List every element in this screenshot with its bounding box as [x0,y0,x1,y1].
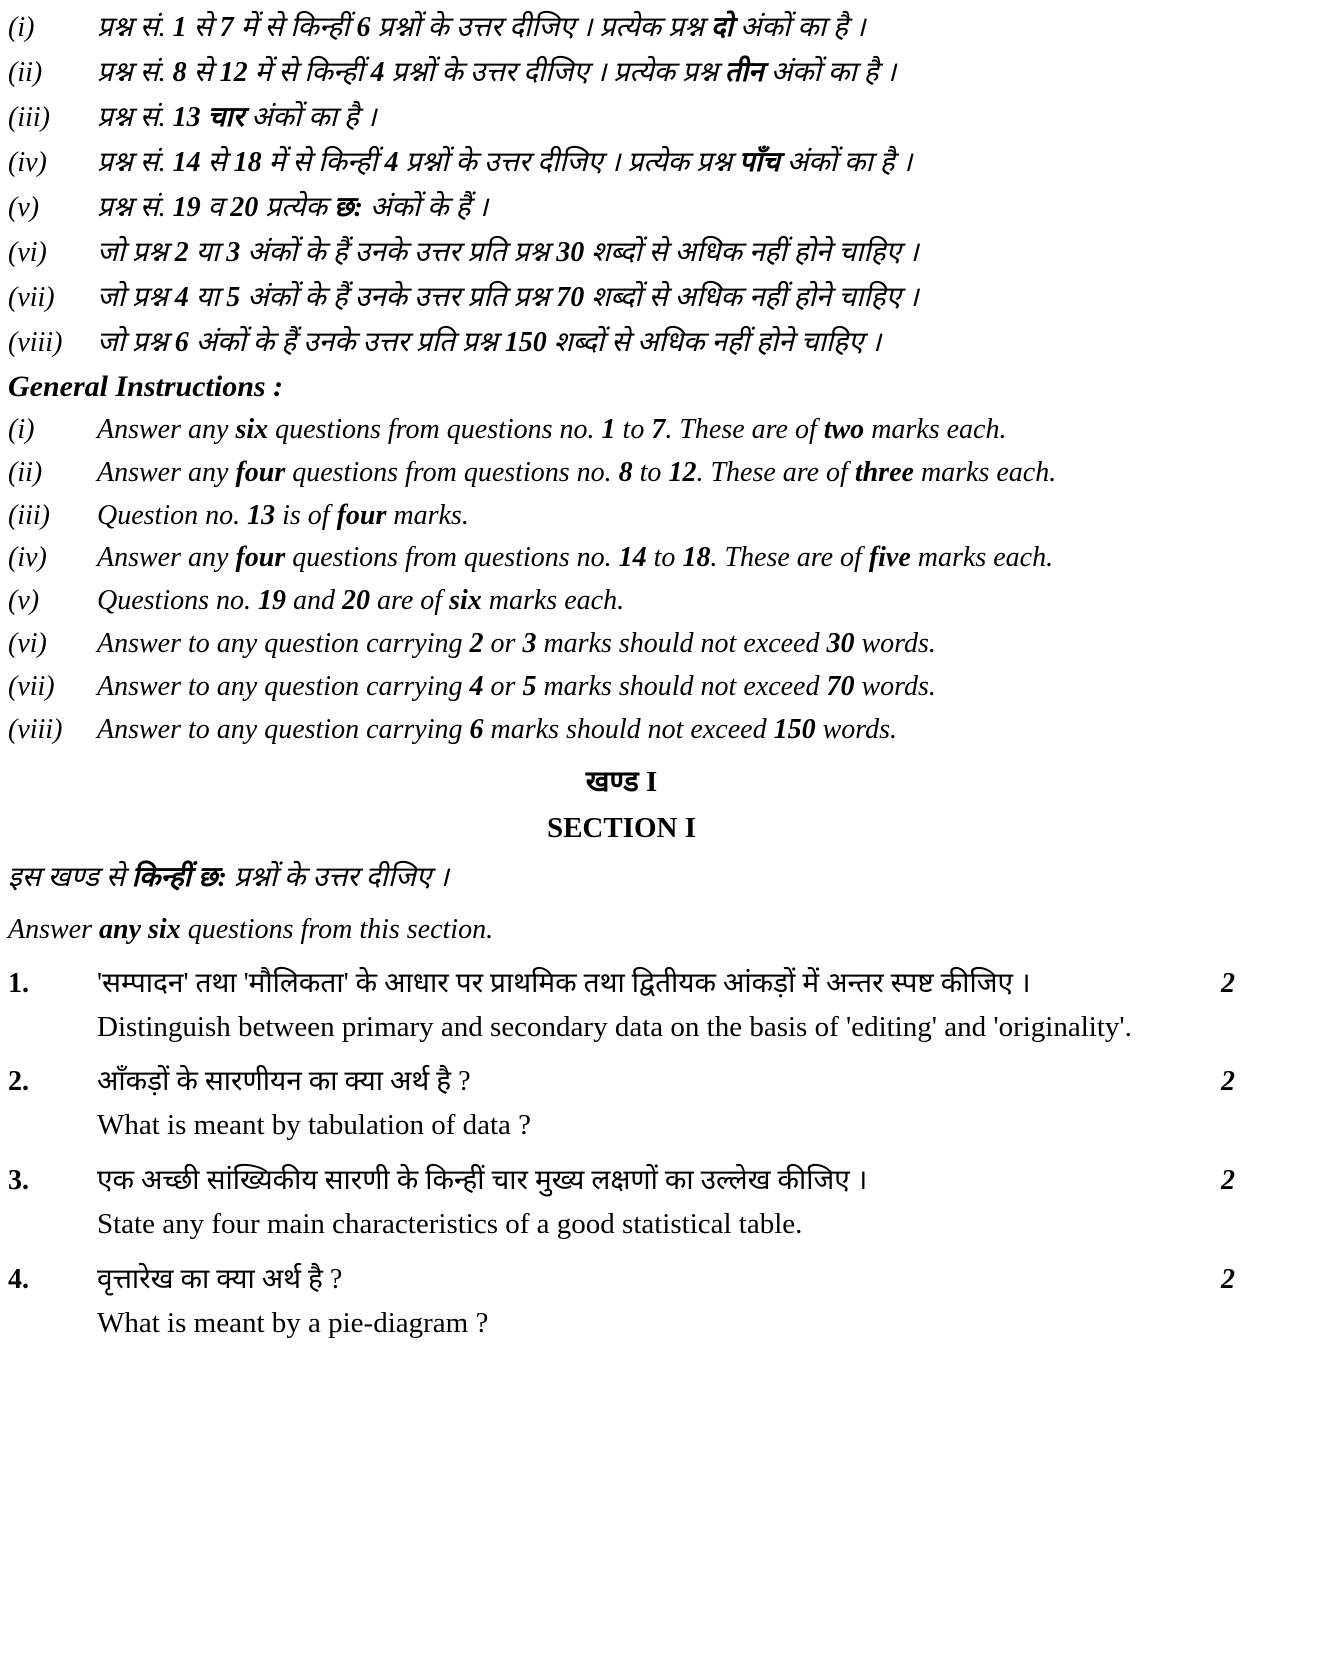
english-instruction-numeral: (v) [8,585,40,617]
question-english-row [8,1202,1235,1245]
text-segment: five [868,542,911,574]
question-marks: 2 [1221,1066,1235,1098]
text-segment: or [483,628,523,660]
text-segment: 150 [773,714,816,746]
text-segment: and [286,585,342,617]
text-segment: words. [854,671,936,703]
hindi-instruction-numeral: (iv) [8,146,47,178]
text-segment: 3 [226,236,241,268]
text-segment: marks should not exceed [536,628,827,660]
text-segment: Answer any [97,413,236,445]
text-segment: Answer any [97,456,236,488]
text-segment: चार [207,101,245,133]
text-segment: questions from questions no. [285,456,619,488]
text-segment: 7 [219,12,234,43]
question [8,1061,1235,1146]
english-instruction-item [8,540,1235,577]
english-instruction-numeral: (i) [8,413,35,445]
text-segment: four [235,542,286,574]
text-segment: marks each. [864,413,1007,445]
text-segment: से [200,146,234,178]
hindi-instruction-numeral: (vii) [8,281,55,313]
text-segment: शब्दों से अधिक नहीं होने चाहिए । [546,326,882,358]
text-segment: किन्हीं छ: [131,862,227,894]
text-segment: दो [710,12,734,43]
text-segment: words. [854,628,936,660]
hindi-instruction-numeral: (ii) [8,56,43,88]
text-segment: is of [275,499,337,531]
text-segment: three [854,456,914,488]
text-segment: questions from questions no. [285,542,619,574]
hindi-instructions-list [8,10,1235,362]
text-segment: are of [370,585,450,617]
text-segment: to [646,542,683,574]
text-segment: 12 [219,56,248,88]
question-text-hindi: एक अच्छी सांख्यिकीय सारणी के किन्हीं चार मुख्य लक्षणों का उल्लेख कीजिए । [97,1165,868,1197]
hindi-instruction-item [8,235,1235,272]
english-instruction-item [8,412,1235,449]
hindi-instruction-item [8,55,1235,92]
text-segment: 20 [230,191,259,223]
question-text-hindi: आँकड़ों के सारणीयन का क्या अर्थ है ? [97,1066,471,1098]
text-segment: अंकों के हैं उनके उत्तर प्रति प्रश्न [188,326,505,358]
question-marks: 2 [1221,1165,1235,1197]
text-segment: 30 [556,236,585,268]
text-segment: 5 [226,281,241,313]
text-segment: Questions no. [97,585,258,617]
english-instruction-item [8,669,1235,706]
text-segment: जो प्रश्न [97,281,175,313]
text-segment: 12 [668,456,697,488]
text-segment: जो प्रश्न [97,326,175,358]
text-segment: अंकों का है । [733,12,866,43]
question-english-row [8,1103,1235,1146]
hindi-instruction-item [8,145,1235,182]
english-instruction-numeral: (iv) [8,542,47,574]
english-instruction-item [8,583,1235,620]
text-segment: six [449,585,482,617]
text-segment: प्रश्न सं. [97,56,173,88]
english-instruction-text [97,712,1167,749]
question-marks: 2 [1221,1263,1235,1295]
text-segment: 1 [601,413,616,445]
english-instruction-text [97,540,1167,577]
text-segment: 70 [556,281,585,313]
english-instructions-list [8,412,1235,750]
text-segment: अंकों के हैं उनके उत्तर प्रति प्रश्न [240,281,557,313]
text-segment [201,102,208,133]
text-segment: 8 [172,56,187,88]
text-segment: पाँच [738,146,780,178]
text-segment: 4 [174,281,189,313]
text-segment: 6 [356,12,371,43]
text-segment: marks should not exceed [536,671,827,703]
text-segment: 3 [522,628,537,660]
english-instruction-numeral: (viii) [8,714,63,746]
text-segment: जो प्रश्न [97,236,175,268]
text-segment: 4 [370,56,385,88]
question-text-hindi: वृत्तारेख का क्या अर्थ है ? [97,1263,343,1295]
text-segment: में से किन्हीं [247,56,371,88]
question-number: 3. [8,1165,29,1197]
hindi-instruction-item [8,325,1235,362]
text-segment: Answer to any question carrying [97,628,470,660]
text-segment: 8 [618,456,633,488]
english-instruction-text [97,412,1167,449]
text-segment: 7 [651,413,666,445]
text-segment: 20 [342,585,370,617]
text-segment: words. [815,714,898,746]
question-text-hindi: 'सम्पादन' तथा 'मौलिकता' के आधार पर प्राथमिक तथा द्वितीयक आंकड़ों में अन्तर स्पष्ट कीजिए । [97,967,1031,999]
question-hindi-row [8,1259,1235,1301]
text-segment: 70 [826,671,855,703]
text-segment: any six [99,914,181,946]
question [8,1259,1235,1344]
question-text-english: State any four main characteristics of a good statistical table. [97,1208,803,1241]
question-hindi-row [8,963,1235,1005]
text-segment: 14 [172,146,201,178]
hindi-instruction-text [97,100,1167,137]
text-segment: Answer [8,914,99,946]
section-note-hindi [8,859,1235,897]
english-instruction-numeral: (iii) [8,499,50,531]
hindi-instruction-numeral: (i) [8,12,35,43]
text-segment: 2 [174,236,189,268]
text-segment: 14 [618,542,647,574]
hindi-instruction-numeral: (vi) [8,236,47,268]
text-segment: 6 [174,326,189,358]
text-segment: शब्दों से अधिक नहीं होने चाहिए । [584,236,919,268]
text-segment: 6 [469,714,484,746]
hindi-instruction-text [97,280,1167,317]
text-segment: Answer to any question carrying [97,671,470,703]
text-segment: प्रश्नों के उत्तर दीजिए । [227,862,449,894]
text-segment: प्रश्नों के उत्तर दीजिए । प्रत्येक प्रश्न [384,56,725,88]
text-segment: questions from questions no. [268,413,602,445]
text-segment: व [200,191,231,223]
text-segment: 19 [172,191,201,223]
english-instruction-item [8,498,1235,535]
text-segment: 30 [826,628,855,660]
text-segment: to [615,413,652,445]
english-instruction-text [97,669,1167,706]
text-segment: 150 [504,326,547,358]
text-segment: छ: [334,191,363,223]
question-text-english: What is meant by tabulation of data ? [97,1109,532,1142]
question-number: 4. [8,1263,29,1295]
hindi-instruction-item [8,100,1235,137]
question-text-english: Distinguish between primary and secondary data on the basis of 'editing' and 'originality'. [97,1010,1132,1043]
question-number: 2. [8,1066,29,1098]
hindi-instruction-text [97,10,1167,47]
hindi-instruction-item [8,280,1235,317]
text-segment: 1 [172,12,187,43]
text-segment: इस खण्ड से [8,862,132,894]
question-text-english: What is meant by a pie-diagram ? [97,1306,489,1339]
text-segment: . These are of [710,542,869,574]
hindi-instruction-item [8,10,1235,47]
text-segment: . These are of [665,413,824,445]
text-segment: में से किन्हीं [233,12,357,43]
question [8,963,1235,1048]
text-segment: . These are of [696,456,855,488]
text-segment: marks each. [910,542,1054,574]
text-segment: अंकों का है । [763,56,897,88]
text-segment: 13 [172,101,201,133]
section-heading-hindi: खण्ड I [585,766,658,799]
english-instruction-text [97,583,1167,620]
text-segment: प्रश्न सं. [97,146,173,178]
question-hindi-row [8,1160,1235,1202]
text-segment: अंकों के हैं उनके उत्तर प्रति प्रश्न [240,236,557,268]
hindi-instruction-text [97,190,1167,227]
text-segment: या [188,281,227,313]
text-segment: प्रश्न सं. [97,12,173,43]
section-heading-english: SECTION I [546,812,697,845]
english-instruction-text [97,626,1167,663]
text-segment: questions from this section. [180,914,494,946]
text-segment: प्रश्न सं. [97,191,173,223]
question-marks: 2 [1221,967,1235,999]
text-segment: or [483,671,523,703]
hindi-instruction-text [97,235,1167,272]
text-segment: 4 [384,146,399,178]
text-segment: to [632,456,669,488]
hindi-instruction-item [8,190,1235,227]
text-segment: marks each. [913,456,1057,488]
text-segment: Question no. [97,499,248,531]
text-segment: प्रत्येक [258,191,335,223]
text-segment: से [186,56,220,88]
text-segment: प्रश्न सं. [97,101,173,133]
text-segment: 18 [233,146,262,178]
english-instruction-numeral: (vi) [8,628,47,660]
text-segment: Answer any [97,542,236,574]
text-segment: या [188,236,227,268]
english-instruction-text [97,455,1167,492]
question-number: 1. [8,967,29,999]
question-hindi-row [8,1061,1235,1103]
text-segment: तीन [724,56,764,88]
text-segment: marks each. [481,585,625,617]
text-segment: अंकों का है । [244,101,377,133]
text-segment: शब्दों से अधिक नहीं होने चाहिए । [584,281,919,313]
english-instruction-numeral: (ii) [8,456,43,488]
text-segment: six [235,413,269,445]
text-segment: 18 [682,542,711,574]
english-instruction-item [8,455,1235,492]
text-segment: 5 [522,671,537,703]
text-segment: 4 [469,671,484,703]
text-segment: प्रश्नों के उत्तर दीजिए । प्रत्येक प्रश्न [370,12,711,43]
text-segment: अंकों के हैं । [362,191,489,223]
text-segment: four [235,456,286,488]
section-note-english [8,911,1235,949]
english-instruction-item [8,626,1235,663]
hindi-instruction-numeral: (iii) [8,101,50,133]
text-segment: two [823,413,865,445]
hindi-instruction-text [97,145,1167,182]
text-segment: 13 [247,499,276,531]
hindi-instruction-numeral: (v) [8,191,40,223]
hindi-instruction-text [97,55,1167,92]
question-english-row [8,1301,1235,1344]
question-english-row [8,1005,1235,1048]
text-segment: अंकों का है । [779,146,913,178]
text-segment: प्रश्नों के उत्तर दीजिए । प्रत्येक प्रश्न [398,146,739,178]
question [8,1160,1235,1245]
text-segment: Answer to any question carrying [97,714,470,746]
english-instruction-text [97,498,1167,535]
text-segment: marks. [386,499,469,531]
text-segment: में से किन्हीं [261,146,385,178]
english-instruction-item [8,712,1235,749]
text-segment: से [186,12,220,43]
text-segment: 2 [469,628,484,660]
english-instruction-numeral: (vii) [8,671,55,703]
general-instructions-heading: General Instructions : [8,369,284,403]
text-segment: 19 [258,585,286,617]
hindi-instruction-numeral: (viii) [8,326,63,358]
questions-list [8,963,1235,1343]
hindi-instruction-text [97,325,1167,362]
text-segment: four [336,499,387,531]
text-segment: marks should not exceed [483,714,774,746]
